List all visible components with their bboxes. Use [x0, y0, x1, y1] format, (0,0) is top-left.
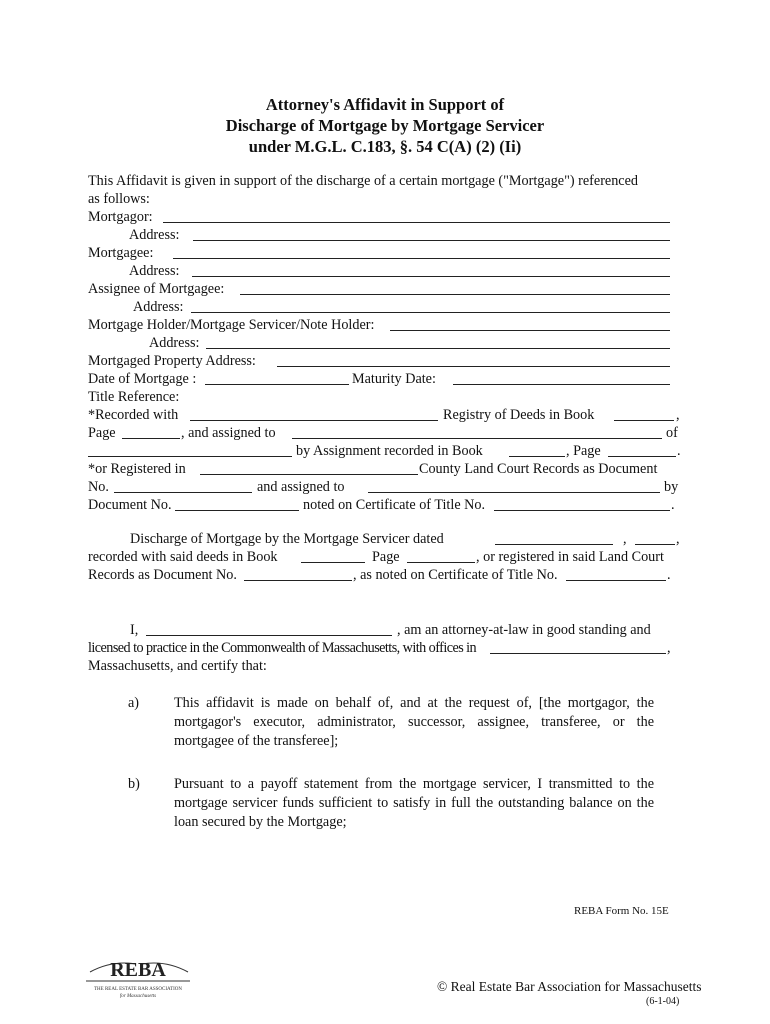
mortgagor-line[interactable]: [163, 221, 670, 223]
assignment-page-line[interactable]: [608, 455, 676, 457]
item-a-label: a): [128, 695, 140, 711]
mortgagee-line[interactable]: [173, 257, 670, 259]
discharge-date-line[interactable]: [495, 543, 613, 545]
registered-in-label: *or Registered in: [88, 461, 186, 477]
assignee-address-line[interactable]: [191, 311, 670, 313]
holder-line[interactable]: [390, 329, 670, 331]
registered-in-line[interactable]: [200, 473, 418, 475]
of-label: of: [666, 425, 678, 441]
mortgagee-address-line[interactable]: [192, 275, 670, 277]
noted-on-label: noted on Certificate of Title No.: [303, 497, 486, 513]
land-court-assigned-to-line[interactable]: [368, 491, 660, 493]
item-b-label: b): [128, 776, 140, 792]
title-line-1: Attorney's Affidavit in Support of: [265, 95, 505, 114]
assignee-of-line[interactable]: [88, 455, 292, 457]
copyright: © Real Estate Bar Association for Massachusetts: [437, 979, 702, 994]
discharge-page-label: Page: [372, 549, 400, 565]
discharge-line-3: Records as Document No.: [88, 567, 237, 583]
mortgagor-label: Mortgagor:: [88, 209, 153, 225]
assignment-book-line[interactable]: [509, 455, 565, 457]
property-address-label: Mortgaged Property Address:: [88, 353, 256, 369]
certificate-title-line[interactable]: [494, 509, 670, 511]
reba-logo-icon: [82, 950, 194, 1012]
attorney-offices-line[interactable]: [490, 652, 666, 654]
discharge-page-line[interactable]: [407, 561, 475, 563]
maturity-date-line[interactable]: [453, 383, 670, 385]
discharge-land-court: , or registered in said Land Court: [476, 549, 664, 565]
intro-line-2: as follows:: [88, 191, 150, 207]
maturity-date-label: Maturity Date:: [352, 371, 436, 387]
discharge-line-1: Discharge of Mortgage by the Mortgage Servicer dated: [130, 531, 444, 547]
discharge-line-2: recorded with said deeds in Book: [88, 549, 278, 565]
title-line-3: under M.G.L. C.183, §. 54 C(A) (2) (Ii): [248, 137, 522, 156]
attorney-i: I,: [130, 622, 139, 638]
page2-label: , Page: [566, 443, 601, 459]
title-line-2: Discharge of Mortgage by Mortgage Servicer: [225, 116, 545, 135]
logo-sub-1: THE REAL ESTATE BAR ASSOCIATION: [93, 987, 183, 992]
item-a-text: This affidavit is made on behalf of, and at the request of, [the mortgagor, the mortgagor's executor, administrator, successor, assignee, transferee, or the mortgagee of the transferee];: [174, 695, 654, 749]
holder-address-label: Address:: [149, 335, 200, 351]
document-number-line[interactable]: [114, 491, 252, 493]
form-date: (6-1-04): [646, 996, 680, 1007]
item-b-text: Pursuant to a payoff statement from the mortgage servicer, I transmitted to the mortgage servicer funds sufficient to satisfy in full the outstanding balance on the loan secured by the Mortgage;: [174, 776, 654, 830]
no-label: No.: [88, 479, 109, 495]
holder-label: Mortgage Holder/Mortgage Servicer/Note Holder:: [88, 317, 375, 333]
date-of-mortgage-label: Date of Mortgage :: [88, 371, 197, 387]
assignee-address-label: Address:: [133, 299, 184, 315]
assignee-line[interactable]: [240, 293, 670, 295]
attorney-licensed: licensed to practice in the Commonwealth of Massachusetts, with offices in: [88, 640, 477, 656]
page-line[interactable]: [122, 437, 180, 439]
assigned-to-line[interactable]: [292, 437, 662, 439]
discharge-certificate-line[interactable]: [566, 579, 666, 581]
by-label: by: [664, 479, 679, 495]
form-number: REBA Form No. 15E: [574, 905, 669, 917]
property-address-line[interactable]: [277, 365, 670, 367]
document-no-line[interactable]: [175, 509, 299, 511]
mortgagor-address-label: Address:: [129, 227, 180, 243]
county-land-court-label: County Land Court Records as Document: [419, 461, 658, 477]
discharge-document-line[interactable]: [244, 579, 352, 581]
recorded-with-label: *Recorded with: [88, 407, 179, 423]
registry-book-line[interactable]: [614, 419, 674, 421]
assignee-label: Assignee of Mortgagee:: [88, 281, 225, 297]
attorney-standing: , am an attorney-at-law in good standing and: [397, 622, 651, 638]
mortgagee-label: Mortgagee:: [88, 245, 154, 261]
by-assignment-label: by Assignment recorded in Book: [296, 443, 483, 459]
title-reference-label: Title Reference:: [88, 389, 180, 405]
recorded-with-line[interactable]: [190, 419, 438, 421]
intro-line-1: This Affidavit is given in support of the discharge of a certain mortgage ("Mortgage") referenced: [88, 173, 638, 189]
reba-logo: [82, 950, 194, 1012]
attorney-name-line[interactable]: [146, 634, 392, 636]
mortgagee-address-label: Address:: [129, 263, 180, 279]
date-of-mortgage-line[interactable]: [205, 383, 349, 385]
document-no-label: Document No.: [88, 497, 172, 513]
registry-book-label: Registry of Deeds in Book: [443, 407, 595, 423]
logo-sub-2: for Massachusetts: [119, 994, 157, 999]
discharge-certificate-label: , as noted on Certificate of Title No.: [353, 567, 558, 583]
attorney-certify: Massachusetts, and certify that:: [88, 658, 267, 674]
discharge-year-line[interactable]: [635, 543, 675, 545]
discharge-book-line[interactable]: [301, 561, 365, 563]
assigned-to-label: , and assigned to: [181, 425, 276, 441]
and-assigned-to-label: and assigned to: [257, 479, 345, 495]
page-label: Page: [88, 425, 116, 441]
mortgagor-address-line[interactable]: [193, 239, 670, 241]
holder-address-line[interactable]: [206, 347, 670, 349]
logo-text: REBA: [110, 959, 166, 981]
